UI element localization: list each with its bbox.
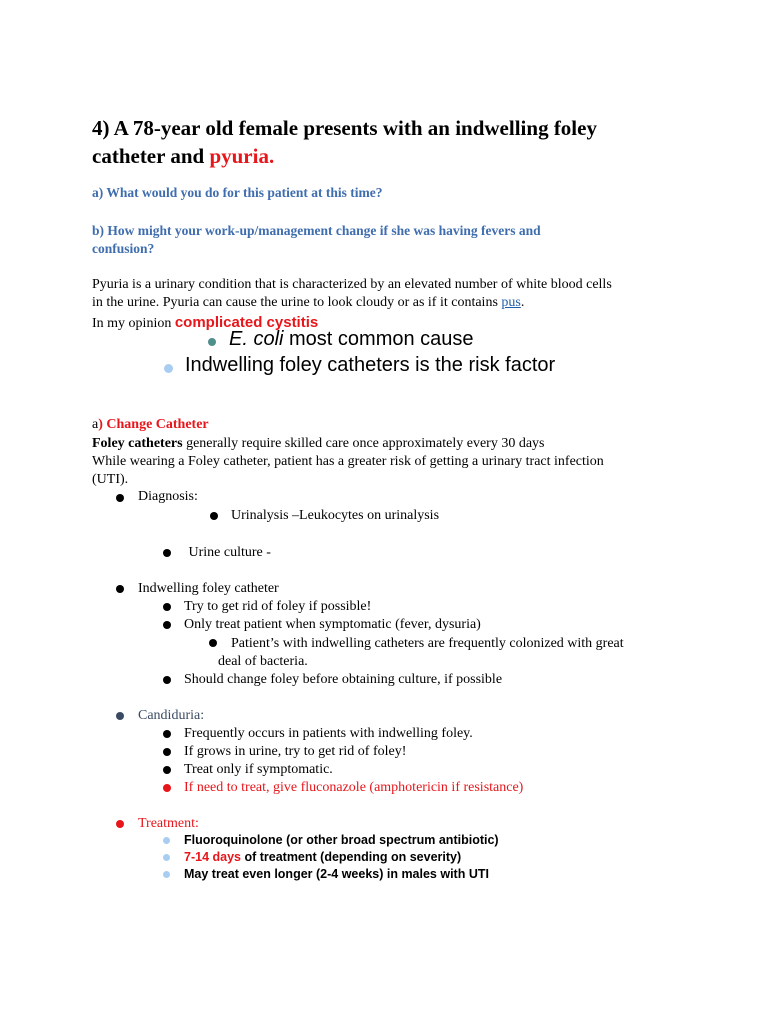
ecoli-italic: E. coli [229,328,284,350]
question-b-line-1: b) How might your work-up/management change if she was having fevers and [92,223,541,238]
treatment-item: Fluoroquinolone (or other broad spectrum antibiotic) [184,833,499,847]
colonization-line-2: deal of bacteria. [218,654,308,669]
pus-link[interactable]: pus [501,295,521,310]
bullet-dot [163,621,171,629]
bullet-dot [163,676,171,684]
indwelling-item: Only treat patient when symptomatic (fever, dysuria) [184,617,481,632]
treatment-duration: 7-14 days [184,850,241,864]
foley-care-line-1 [92,435,604,453]
big-bullet-ecoli [229,328,474,351]
definition-line-2-end: . [520,295,525,310]
bullet-dot [116,712,124,720]
bullet-dot [163,748,171,756]
definition-line-2 [92,294,612,312]
question-b [92,222,541,258]
candiduria-treatment-item: If need to treat, give fluconazole (amphotericin if resistance) [184,780,524,795]
bullet-dot [163,603,171,611]
foley-care-paragraph [92,435,604,489]
foley-care-line-2: While wearing a Foley catheter, patient has a greater risk of getting a urinary tract infection [92,454,604,469]
diagnosis-culture: Urine culture - [185,545,271,560]
diagnosis-label: Diagnosis: [138,489,198,504]
heading-line-2-text: catheter and [92,144,210,168]
indwelling-item: Try to get rid of foley if possible! [184,599,372,614]
definition-line-2-text: in the urine. Pyuria can cause the urine to look cloudy or as if it contains [92,295,502,310]
heading-line-2 [92,142,597,170]
treatment-label: Treatment: [138,816,199,831]
bullet-dot [116,585,124,593]
opinion-text: In my opinion [92,316,175,331]
opinion-diagnosis: complicated cystitis [174,314,319,331]
bullet-dot [163,837,170,844]
diagnosis-urinalysis: Urinalysis –Leukocytes on urinalysis [231,508,440,523]
section-a-title: ) Change Catheter [98,417,209,432]
candiduria-item: Frequently occurs in patients with indwelling foley. [184,726,473,741]
heading-line-1: 4) A 78-year old female presents with an indwelling foley [92,116,597,140]
bullet-dot [163,854,170,861]
ecoli-rest: most common cause [283,328,474,350]
bullet-dot [163,549,171,557]
section-a-heading [92,417,209,433]
bullet-dot [210,512,218,520]
bullet-dot [163,871,170,878]
candiduria-label: Candiduria: [138,708,205,723]
bullet-dot [116,494,124,502]
question-b-line-2: confusion? [92,241,155,256]
bullet-dot [208,338,216,346]
indwelling-item-last: Should change foley before obtaining culture, if possible [184,672,503,687]
pyuria-definition [92,276,612,312]
bullet-dot [163,766,171,774]
bullet-dot [163,784,171,792]
treatment-duration-rest: of treatment (depending on severity) [240,850,462,864]
big-bullet-risk: Indwelling foley catheters is the risk factor [185,354,556,376]
colonization-line-1: Patient’s with indwelling catheters are frequently colonized with great [231,636,624,651]
bullet-dot [209,639,217,647]
treatment-item [184,850,461,864]
candiduria-item: Treat only if symptomatic. [184,762,333,777]
question-heading [92,114,597,170]
bullet-dot [164,364,173,373]
section-a-prefix: a [92,417,99,432]
foley-care-line-1-rest: generally require skilled care once approximately every 30 days [182,436,545,451]
indwelling-label: Indwelling foley catheter [138,581,279,596]
question-a: a) What would you do for this patient at this time? [92,185,383,200]
colonization-note [218,635,624,671]
foley-catheters-bold: Foley catheters [92,436,183,451]
candiduria-item: If grows in urine, try to get rid of foley! [184,744,407,759]
foley-care-line-3: (UTI). [92,472,129,487]
heading-pyuria: pyuria. [209,144,275,168]
bullet-dot [163,730,171,738]
definition-line-1: Pyuria is a urinary condition that is characterized by an elevated number of white blood cells [92,277,612,292]
bullet-dot [116,820,124,828]
treatment-item: May treat even longer (2-4 weeks) in males with UTI [184,867,489,881]
